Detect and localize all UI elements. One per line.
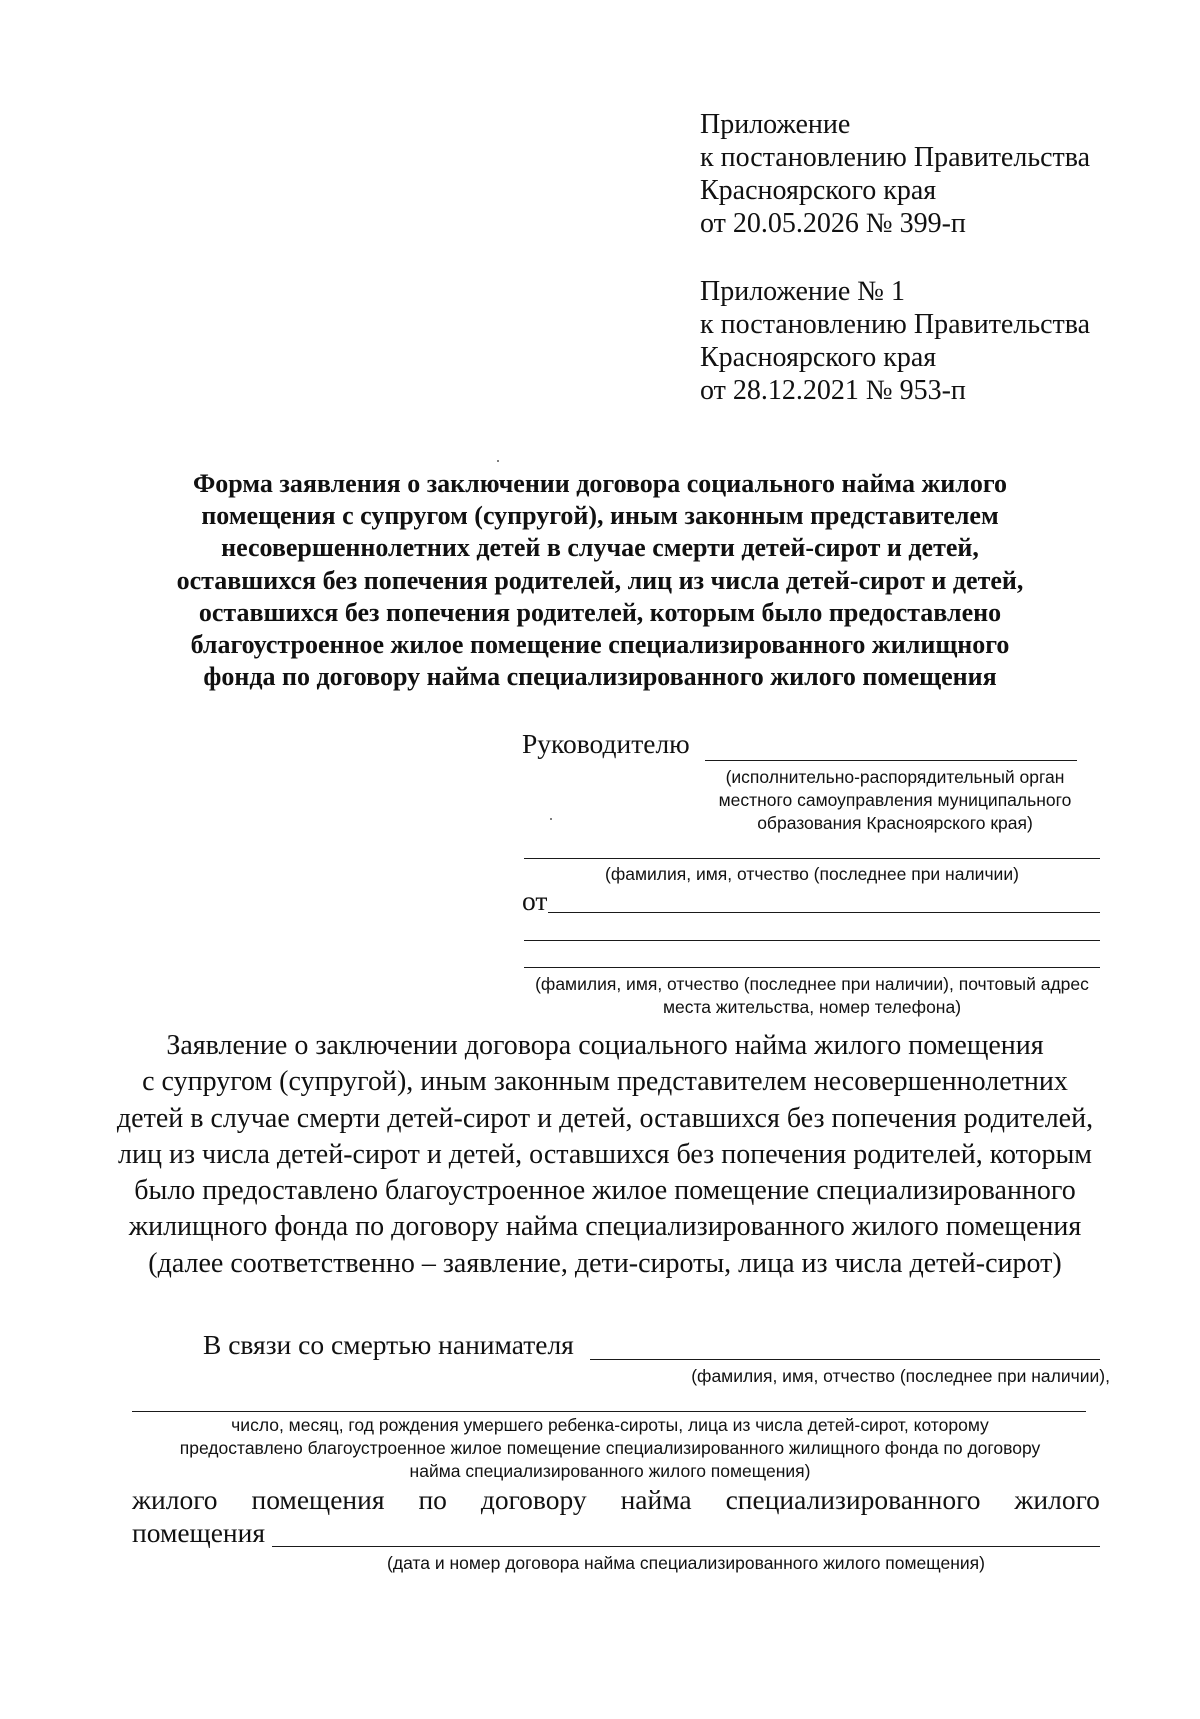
addressee-name-line[interactable] xyxy=(524,858,1100,859)
form-title-line: несовершеннолетних детей в случае смерти детей-сирот и детей, xyxy=(221,533,979,563)
statement-title-line: (далее соответственно – заявление, дети-сироты, лица из числа детей-сирот) xyxy=(148,1247,1062,1279)
appendix-previous-line: от 28.12.2021 № 953-п xyxy=(700,375,966,406)
addressee-caption-line: (исполнительно-распорядительный орган xyxy=(725,767,1065,787)
statement-title-line: было предоставлено благоустроенное жилое помещение специализированного xyxy=(134,1175,1076,1207)
scan-speck xyxy=(497,460,499,462)
sender-caption-line: места жительства, номер телефона) xyxy=(662,997,962,1017)
sentence-word: найма xyxy=(620,1484,692,1515)
form-title-line: оставшихся без попечения родителей, лиц из числа детей-сирот и детей, xyxy=(176,565,1024,595)
sentence-word: жилого xyxy=(132,1484,218,1515)
form-title xyxy=(100,468,1100,693)
deceased-caption: (фамилия, имя, отчество (последнее при наличии), xyxy=(691,1366,1110,1386)
sentence-word: помещения xyxy=(251,1484,385,1515)
appendix-current-line: от 20.05.2026 № 399-п xyxy=(700,208,966,239)
deceased-field-line[interactable] xyxy=(590,1359,1100,1360)
sender-caption xyxy=(522,973,1102,1019)
sentence-word: жилого xyxy=(1014,1484,1100,1515)
appendix-current-line: к постановлению Правительства xyxy=(700,142,1091,173)
statement-title-line: детей в случае смерти детей-сирот и детей, оставшихся без попечения родителей, xyxy=(116,1102,1094,1134)
contract-caption: (дата и номер договора найма специализированного жилого помещения) xyxy=(387,1553,985,1573)
sender-field-line-2[interactable] xyxy=(524,940,1100,941)
sentence-word: по xyxy=(418,1484,447,1515)
contract-field-line[interactable] xyxy=(272,1546,1100,1547)
deceased-details-line[interactable] xyxy=(132,1411,1086,1412)
form-title-line: оставшихся без попечения родителей, которым было предоставлено xyxy=(198,597,1002,627)
sender-field-line[interactable] xyxy=(548,912,1100,913)
appendix-current-line: Красноярского края xyxy=(700,175,937,206)
form-title-line: фонда по договору найма специализированного жилого помещения xyxy=(203,662,997,692)
deceased-details-caption-line: число, месяц, год рождения умершего ребенка-сироты, лица из числа детей-сирот, которому xyxy=(231,1415,989,1435)
sentence-word: специализированного xyxy=(725,1484,981,1515)
sender-caption-line: (фамилия, имя, отчество (последнее при наличии), почтовый адрес xyxy=(535,974,1089,994)
scan-speck xyxy=(550,818,552,820)
addressee-field-line[interactable] xyxy=(705,760,1077,761)
statement-title-line: лиц из числа детей-сирот и детей, оставшихся без попечения родителей, которым xyxy=(118,1138,1092,1170)
sender-field-line-3[interactable] xyxy=(524,967,1100,968)
statement-title-line: Заявление о заключении договора социального найма жилого помещения xyxy=(166,1030,1044,1061)
form-title-line: помещения с супругом (супругой), иным законным представителем xyxy=(201,501,999,531)
deceased-details-caption-line: найма специализированного жилого помещения) xyxy=(409,1461,811,1481)
form-title-line: благоустроенное жилое помещение специализированного жилищного xyxy=(190,630,1010,660)
deceased-details-caption-line: предоставлено благоустроенное жилое помещение специализированного жилищного фонда по договору xyxy=(179,1438,1041,1458)
deceased-details-caption xyxy=(110,1414,1110,1483)
premises-label: помещения xyxy=(132,1517,266,1548)
appendix-previous-line: к постановлению Правительства xyxy=(700,309,1091,340)
addressee-name-caption: (фамилия, имя, отчество (последнее при наличии) xyxy=(605,864,1019,884)
appendix-previous-line: Приложение № 1 xyxy=(700,276,905,307)
appendix-previous-line: Красноярского края xyxy=(700,342,937,373)
addressee-label: Руководителю xyxy=(522,728,690,759)
addressee-caption xyxy=(705,766,1085,835)
sentence-word: договору xyxy=(480,1484,587,1515)
appendix-current-line: Приложение xyxy=(700,109,851,140)
statement-title-line: с супругом (супругой), иным законным представителем несовершеннолетних xyxy=(142,1066,1068,1098)
addressee-caption-line: образования Красноярского края) xyxy=(757,813,1033,833)
statement-title-line: жилищного фонда по договору найма специализированного жилого помещения xyxy=(128,1211,1082,1243)
appendix-current-block xyxy=(700,108,1090,240)
addressee-caption-line: местного самоуправления муниципального xyxy=(718,790,1072,810)
justified-sentence xyxy=(132,1484,1100,1516)
form-title-line: Форма заявления о заключении договора социального найма жилого xyxy=(192,469,1008,498)
sender-label: от xyxy=(522,885,548,916)
statement-title xyxy=(90,1028,1120,1282)
appendix-previous-block xyxy=(700,275,1090,407)
death-label: В связи со смертью нанимателя xyxy=(203,1329,574,1360)
